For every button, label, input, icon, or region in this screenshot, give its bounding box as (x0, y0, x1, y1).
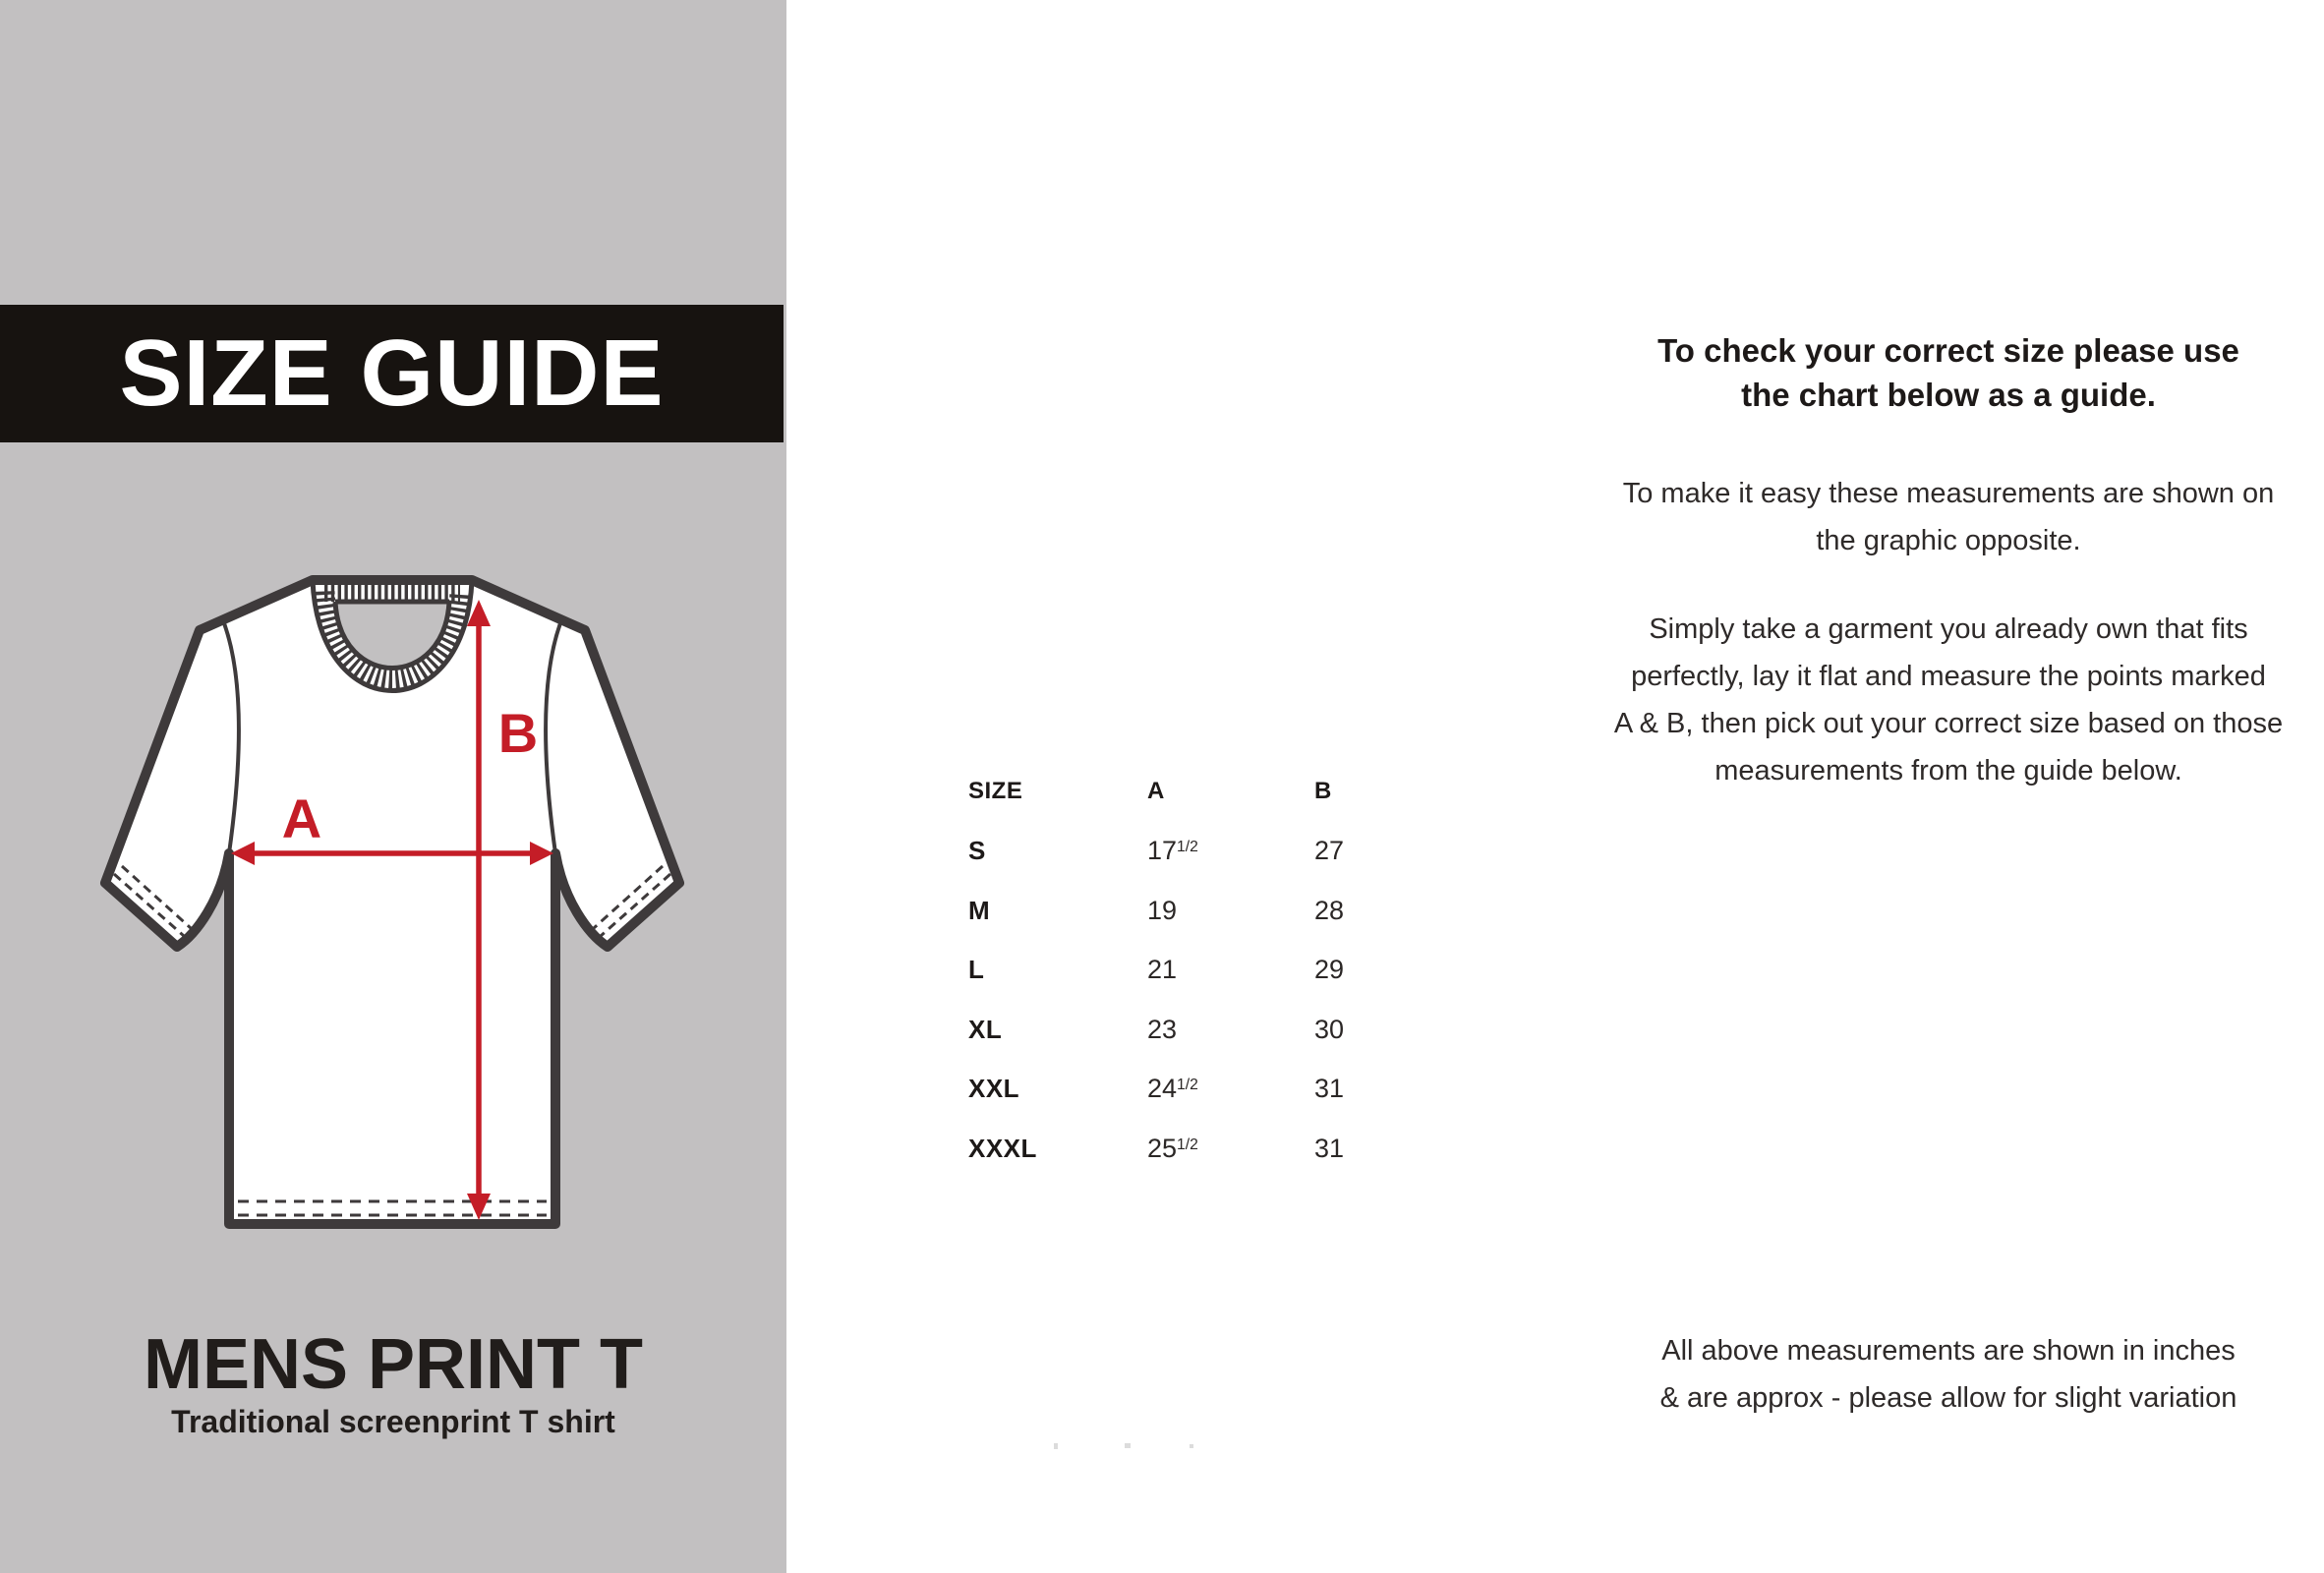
measurement-a: 23 (1147, 1014, 1178, 1044)
size-guide-banner (0, 305, 784, 442)
measurement-b: 31 (1314, 1133, 1345, 1163)
paragraph-line: Simply take a garment you already own that fits (1649, 613, 2248, 645)
measurement-a: 21 (1147, 955, 1178, 985)
paragraph-line: the graphic opposite. (1816, 525, 2081, 556)
product-title: MENS PRINT T (143, 1325, 643, 1404)
measurement-a: $17^{1/2}$ (1147, 836, 1198, 866)
fraction: 1/2 (1177, 1136, 1198, 1153)
paragraph-line: perfectly, lay it flat and measure the points marked (1631, 661, 2266, 692)
size-label: XL (968, 1014, 1003, 1044)
measurement-b: 30 (1314, 1014, 1345, 1044)
column-header-size: SIZE (968, 778, 1023, 805)
tshirt-diagram (88, 546, 698, 1249)
product-subtitle: Traditional screenprint T shirt (171, 1404, 615, 1439)
footer-note (1573, 1327, 2324, 1422)
size-label: S (968, 836, 986, 866)
measurement-b: 31 (1314, 1074, 1345, 1104)
measurement-b: 27 (1314, 836, 1345, 866)
measurement-a: 19 (1147, 895, 1178, 925)
intro-heading-line: the chart below as a guide. (1741, 377, 2156, 413)
measurement-b: 29 (1314, 955, 1345, 985)
measurement-a: $25^{1/2}$ (1147, 1133, 1198, 1163)
size-label: XXXL (968, 1133, 1037, 1163)
size-chart-table (968, 762, 1472, 1179)
fraction: 1/2 (1177, 1077, 1198, 1094)
intro-heading-line: To check your correct size please use (1657, 332, 2239, 369)
fraction: 1/2 (1177, 839, 1198, 856)
instructions-paragraph-2 (1573, 606, 2324, 794)
paragraph-line: A & B, then pick out your correct size based on those (1613, 708, 2284, 739)
tshirt-svg (88, 546, 698, 1249)
column-header-a: A (1147, 778, 1165, 805)
measurement-a: $24^{1/2}$ (1147, 1074, 1198, 1104)
footer-line: All above measurements are shown in inches (1661, 1335, 2236, 1367)
column-header-b: B (1314, 778, 1332, 805)
measurement-b: 28 (1314, 895, 1345, 925)
faded-text-artifact (1190, 1444, 1193, 1448)
intro-heading (1573, 328, 2324, 417)
size-label: XXL (968, 1074, 1020, 1104)
diagram-label-a: A (281, 787, 322, 849)
faded-text-artifact (1125, 1443, 1131, 1448)
diagram-label-b: B (497, 702, 539, 764)
instructions-paragraph-1 (1573, 470, 2324, 564)
faded-text-artifact (1054, 1443, 1058, 1449)
size-label: M (968, 895, 991, 925)
banner-title: SIZE GUIDE (119, 320, 665, 426)
paragraph-line: To make it easy these measurements are shown on (1622, 478, 2275, 509)
left-panel (0, 0, 786, 1573)
size-label: L (968, 955, 985, 985)
paragraph-line: measurements from the guide below. (1714, 755, 2182, 786)
footer-line: & are approx - please allow for slight variation (1659, 1382, 2237, 1414)
